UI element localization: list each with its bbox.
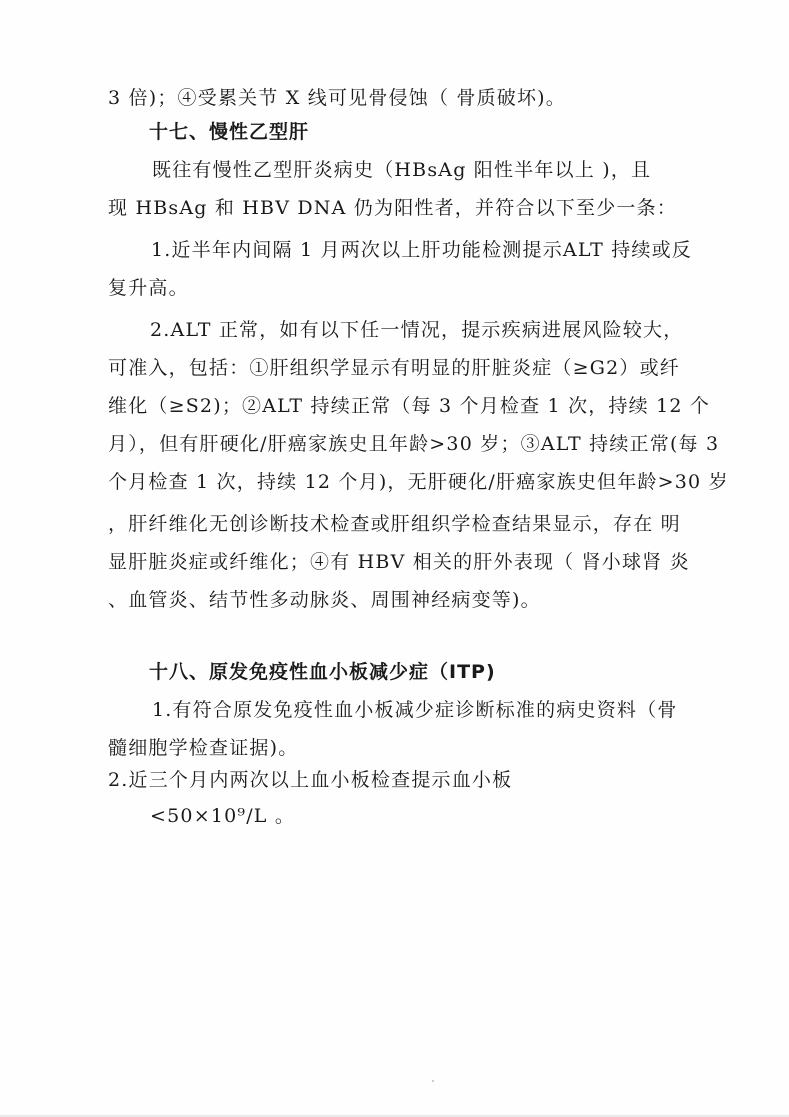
text-line: 1.近半年内间隔 1 月两次以上肝功能检测提示ALT 持续或反 [151, 239, 692, 261]
text-line: 1.有符合原发免疫性血小板减少症诊断标准的病史资料（骨 [152, 699, 678, 721]
text-line: 现 HBsAg 和 HBV DNA 仍为阳性者，并符合以下至少一条： [108, 197, 677, 219]
text-line: 2.近三个月内两次以上血小板检查提示血小板 [108, 769, 513, 791]
text-line: 可准入，包括：①肝组织学显示有明显的肝脏炎症（≥G2）或纤 [108, 357, 680, 379]
text-line: 维化（≥S2)；②ALT 持续正常（每 3 个月检查 1 次，持续 12 个 [108, 395, 711, 417]
text-line: ，肝纤维化无创诊断技术检查或肝组织学检查结果显示，存在 明 [108, 513, 681, 535]
text-line: 2.ALT 正常，如有以下任一情况，提示疾病进展风险较大， [150, 319, 684, 341]
text-line: 髓细胞学检查证据)。 [108, 737, 299, 759]
section-heading-18: 十八、原发免疫性血小板减少症（ITP) [149, 661, 496, 683]
section-heading-17: 十七、慢性乙型肝 [149, 121, 310, 143]
text-line: 显肝脏炎症或纤维化；④有 HBV 相关的肝外表现（ 肾小球肾 炎 [108, 551, 690, 573]
text-line: 复升高。 [108, 277, 189, 299]
scan-speck [432, 1080, 434, 1082]
text-line: 个月检查 1 次，持续 12 个月)，无肝硬化/肝癌家族史但年龄>30 岁 [108, 471, 729, 493]
text-line: 月），但有肝硬化/肝癌家族史且年龄>30 岁；③ALT 持续正常(每 3 [108, 433, 720, 455]
text-line: 、血管炎、结节性多动脉炎、周围神经病变等)。 [108, 589, 541, 611]
text-line: 3 倍)；④受累关节 X 线可见骨侵蚀（ 骨质破坏)。 [108, 87, 566, 109]
text-line: <50×10⁹/L 。 [150, 805, 296, 827]
text-line: 既往有慢性乙型肝炎病史（HBsAg 阳性半年以上 )，且 [152, 159, 652, 181]
